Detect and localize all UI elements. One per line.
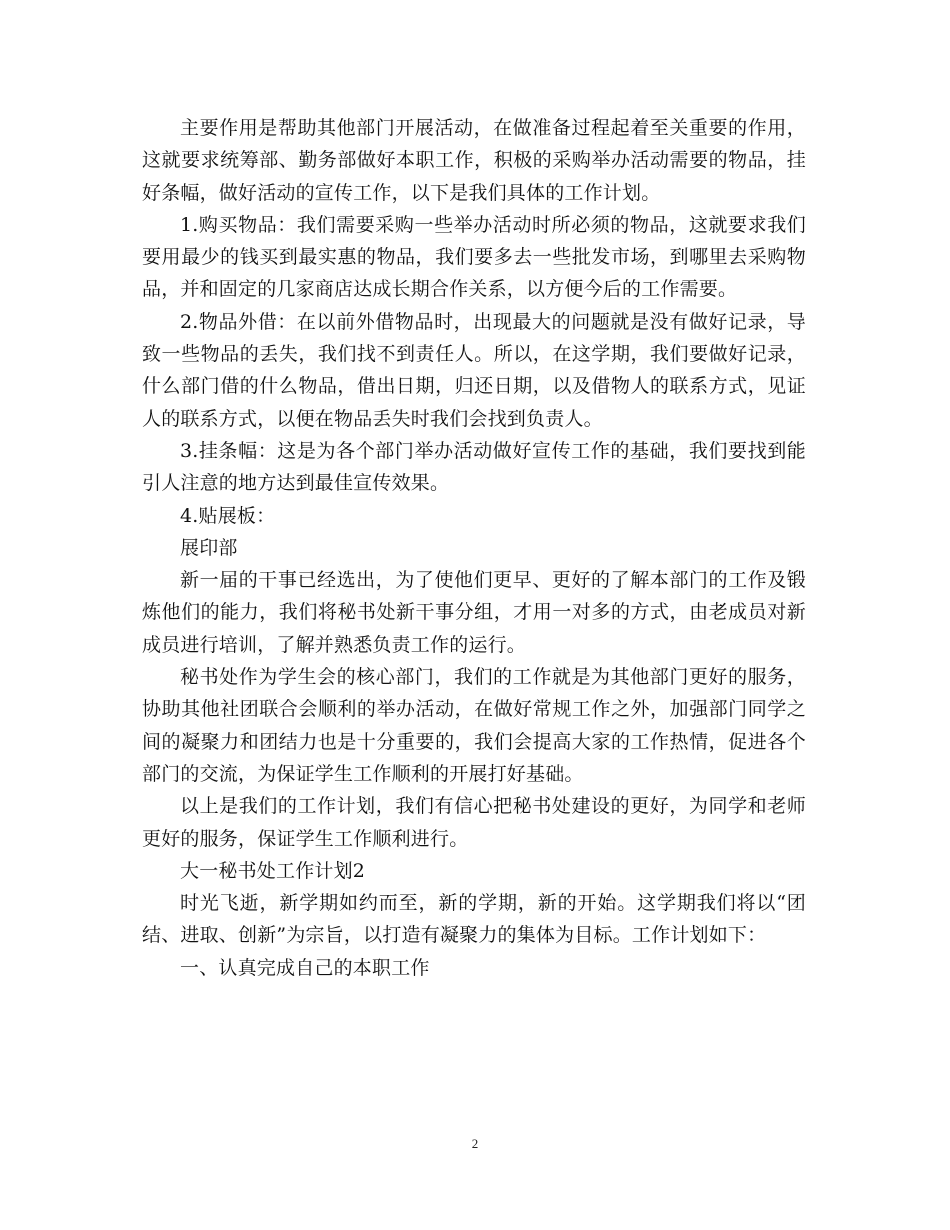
section-heading-printing-dept: 展印部 <box>180 536 238 559</box>
subheading-duties: 一、认真完成自己的本职工作 <box>180 956 430 979</box>
paragraph-core-department: 秘书处作为学生会的核心部门，我们的工作就是为其他部门更好的服务，协助其他社团联合会顺利的举办活动，在做好常规工作之外，加强部门同学之间的凝聚力和团结力也是十分重要的，我们会提高大家的工作热情，促进各个部门的交流，为保证学生工作顺利的开展打好基础。 <box>142 666 806 785</box>
paragraph-item-purchase: 1.购买物品：我们需要采购一些举办活动时所必须的物品，这就要求我们要用最少的钱买到最实惠的物品，我们要多去一些批发市场，到哪里去采购物品，并和固定的几家商店达成长期合作关系，以方便今后的工作需要。 <box>142 213 806 301</box>
paragraph-intro: 主要作用是帮助其他部门开展活动，在做准备过程起着至关重要的作用，这就要求统筹部、勤务部做好本职工作，积极的采购举办活动需要的物品，挂好条幅，做好活动的宣传工作，以下是我们具体的工作计划。 <box>142 117 806 204</box>
page-number: 2 <box>471 1136 479 1151</box>
paragraph-new-semester: 时光飞逝，新学期如约而至，新的学期，新的开始。这学期我们将以“团结、进取、创新”为宗旨，以打造有凝聚力的集体为目标。工作计划如下： <box>142 892 806 947</box>
paragraph-item-display-board: 4.贴展板： <box>180 504 276 527</box>
paragraph-item-banner: 3.挂条幅：这是为各个部门举办活动做好宣传工作的基础，我们要找到能引人注意的地方达到最佳宣传效果。 <box>142 439 806 495</box>
paragraph-item-lending: 2.物品外借：在以前外借物品时，出现最大的问题就是没有做好记录，导致一些物品的丢失，我们找不到责任人。所以，在这学期，我们要做好记录，什么部门借的什么物品，借出日期，归还日期，以及借物人的联系方式，见证人的联系方式，以便在物品丢失时我们会找到负责人。 <box>142 310 806 430</box>
paragraph-new-staff: 新一届的干事已经选出，为了使他们更早、更好的了解本部门的工作及锻炼他们的能力，我们将秘书处新干事分组，才用一对多的方式，由老成员对新成员进行培训，了解并熟悉负责工作的运行。 <box>142 569 806 656</box>
document-body <box>142 112 806 984</box>
paragraph-conclusion: 以上是我们的工作计划，我们有信心把秘书处建设的更好，为同学和老师更好的服务，保证学生工作顺利进行。 <box>142 795 806 850</box>
section-heading-plan-2: 大一秘书处工作计划2 <box>180 859 366 882</box>
